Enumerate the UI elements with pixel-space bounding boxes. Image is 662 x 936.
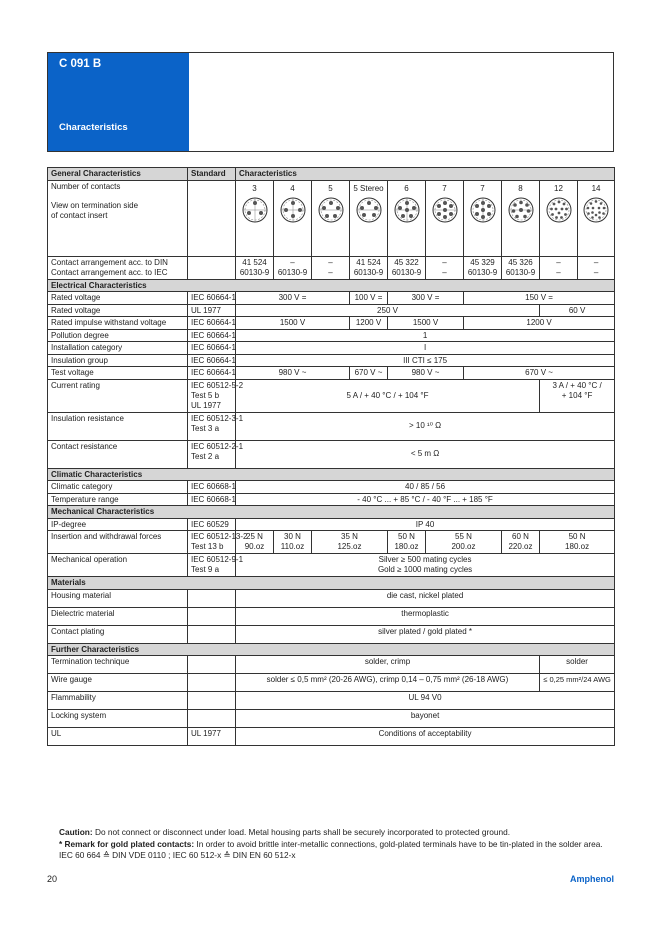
- din-value: –: [328, 257, 333, 267]
- row-label: Contact plating: [48, 625, 188, 643]
- force-newton: 50 N: [398, 532, 415, 541]
- contact-col-5: [312, 180, 350, 256]
- row-label: Installation category: [48, 342, 188, 355]
- table-row: [48, 607, 615, 625]
- iec-value: –: [556, 267, 561, 277]
- connector-4-pin-icon: [279, 196, 307, 224]
- iec-value: 60130-9: [467, 267, 498, 277]
- row-label: Mechanical operation: [48, 554, 188, 577]
- contact-col-8: [502, 180, 540, 256]
- value-line: Gold ≥ 1000 mating cycles: [377, 565, 473, 574]
- din-value: –: [556, 257, 561, 267]
- standard-line: IEC 60512-3-1: [191, 413, 244, 423]
- value-cell: 1200 V: [350, 317, 388, 330]
- row-label: IP-degree: [48, 518, 188, 531]
- value-cell: 670 V ~: [350, 367, 388, 380]
- contact-col-14: [578, 180, 615, 256]
- connector-12-pin-icon: [545, 196, 573, 224]
- force-newton: 35 N: [341, 532, 358, 541]
- row-standard: [188, 692, 236, 710]
- row-standard: [188, 656, 236, 674]
- contact-count: 7: [480, 183, 485, 193]
- row-standard: IEC 60664-1: [188, 354, 236, 367]
- contact-count: 4: [290, 183, 295, 193]
- force-newton: 50 N: [568, 532, 586, 541]
- arrangement-label-cell: [48, 256, 188, 279]
- force-newton: 55 N: [455, 532, 472, 541]
- value-cell: IP 40: [236, 518, 615, 531]
- arrangement-cell: [502, 256, 540, 279]
- table-row: [48, 367, 615, 380]
- section-further: Further Characteristics: [48, 643, 615, 656]
- din-value: 45 322: [394, 257, 419, 267]
- table-row: [48, 304, 615, 317]
- connector-5-stereo-icon: [355, 196, 383, 224]
- caution-note: [59, 827, 619, 839]
- row-label: Rated impulse withstand voltage: [48, 317, 188, 330]
- value-cell: 5 A / + 40 °C / + 104 °F: [236, 379, 540, 412]
- force-oz: 180.oz: [394, 542, 419, 551]
- table-row: [48, 354, 615, 367]
- value-cell: 1: [236, 329, 615, 342]
- row-label: Insulation group: [48, 354, 188, 367]
- connector-3-pin-icon: [241, 196, 269, 224]
- iec-value: –: [442, 267, 447, 277]
- standard-line: Test 5 b: [191, 390, 220, 400]
- view-label-1: View on termination side: [51, 200, 139, 210]
- value-cell: solder ≤ 0,5 mm² (20-26 AWG), crimp 0,14 – 0,75 mm² (26-18 AWG): [236, 674, 540, 692]
- contact-count: 5: [328, 183, 333, 193]
- row-label: Insertion and withdrawal forces: [48, 531, 188, 554]
- contact-col-7b: [464, 180, 502, 256]
- row-label: Flammability: [48, 692, 188, 710]
- force-cell: [540, 531, 615, 554]
- value-cell: die cast, nickel plated: [236, 589, 615, 607]
- standard-line: Test 9 a: [191, 565, 220, 574]
- footnotes: [59, 827, 619, 862]
- row-standard: IEC 60664-1: [188, 317, 236, 330]
- arrangement-cell: [350, 256, 388, 279]
- row-standard: [188, 440, 244, 468]
- col-standard: Standard: [188, 168, 236, 181]
- value-cell: - 40 °C ... + 85 °C / - 40 °F ... + 185 °F: [236, 493, 615, 506]
- din-value: –: [442, 257, 447, 267]
- row-label: Wire gauge: [48, 674, 188, 692]
- force-oz: 180.oz: [565, 542, 590, 551]
- row-standard: UL 1977: [188, 304, 236, 317]
- table-row: [48, 256, 615, 279]
- row-standard: IEC 60664-1: [188, 292, 236, 305]
- view-label-2: of contact insert: [51, 210, 108, 220]
- standard-cell: [188, 180, 236, 256]
- value-cell: Conditions of acceptability: [236, 728, 615, 746]
- standard-cell: [188, 256, 236, 279]
- connector-7-pin-icon: [431, 196, 459, 224]
- table-row: [48, 692, 615, 710]
- table-row: [48, 317, 615, 330]
- value-cell: 980 V ~: [236, 367, 350, 380]
- value-cell: UL 94 V0: [236, 692, 615, 710]
- header-subtitle: Characteristics: [59, 122, 128, 133]
- contact-count: 6: [404, 183, 409, 193]
- row-standard: IEC 60664-1: [188, 329, 236, 342]
- row-standard: IEC 60668-1: [188, 481, 236, 494]
- din-value: 45 326: [508, 257, 533, 267]
- table-row: [48, 554, 615, 577]
- standard-line: IEC 60512-9-1: [191, 555, 244, 564]
- page-number: 20: [47, 874, 58, 884]
- table-row: [48, 625, 615, 643]
- row-standard: IEC 60668-1: [188, 493, 236, 506]
- arrangement-cell: [464, 256, 502, 279]
- table-row: [48, 518, 615, 531]
- force-cell: [426, 531, 502, 554]
- contact-count: 8: [518, 183, 523, 193]
- force-cell: [502, 531, 540, 554]
- standard-line: IEC 60512-13-2: [191, 532, 248, 541]
- contacts-label-cell: [48, 180, 188, 256]
- arrangement-cell: [388, 256, 426, 279]
- contact-count: 5 Stereo: [353, 183, 384, 193]
- din-value: 45 329: [470, 257, 495, 267]
- contact-col-3: [236, 180, 274, 256]
- section-electrical: Electrical Characteristics: [48, 279, 615, 292]
- iec-value: 60130-9: [505, 267, 536, 277]
- iec-value: 60130-9: [353, 267, 384, 277]
- table-row: [48, 329, 615, 342]
- iec-value: 60130-9: [391, 267, 422, 277]
- arrangement-cell: [312, 256, 350, 279]
- force-oz: 90.oz: [244, 542, 265, 551]
- force-cell: [274, 531, 312, 554]
- value-cell: 40 / 85 / 56: [236, 481, 615, 494]
- connector-7-pin-icon: [469, 196, 497, 224]
- standard-line: Test 3 a: [191, 423, 220, 433]
- row-standard: IEC 60664-1: [188, 342, 236, 355]
- table-row: [48, 674, 615, 692]
- value-cell: solder, crimp: [236, 656, 540, 674]
- connector-6-pin-icon: [393, 196, 421, 224]
- row-label: Contact resistance: [48, 440, 188, 468]
- standard-line: IEC 60512-5-2: [191, 380, 244, 390]
- value-cell: I: [236, 342, 615, 355]
- characteristics-table: [47, 167, 615, 746]
- row-label: Dielectric material: [48, 607, 188, 625]
- remark-note: [59, 839, 619, 851]
- value-cell: 100 V =: [350, 292, 388, 305]
- din-value: 41 524: [242, 257, 267, 267]
- row-label: Locking system: [48, 710, 188, 728]
- connector-14-pin-icon: [582, 196, 610, 224]
- force-cell: [312, 531, 388, 554]
- section-climatic: Climatic Characteristics: [48, 468, 615, 481]
- value-cell: 1500 V: [236, 317, 350, 330]
- standard-line: UL 1977: [191, 400, 221, 410]
- table-row: [48, 481, 615, 494]
- table-row: [48, 493, 615, 506]
- section-materials: Materials: [48, 577, 615, 590]
- contact-col-5-stereo: [350, 180, 388, 256]
- row-standard: IEC 60529: [188, 518, 236, 531]
- row-label: Temperature range: [48, 493, 188, 506]
- row-label: Test voltage: [48, 367, 188, 380]
- arrangement-cell: [274, 256, 312, 279]
- table-row: [48, 180, 615, 256]
- contact-count: 14: [591, 183, 601, 193]
- force-oz: 220.oz: [508, 542, 533, 551]
- contact-count: 12: [554, 183, 563, 193]
- force-oz: 200.oz: [451, 542, 476, 551]
- table-row: [48, 412, 615, 440]
- row-label: UL: [48, 728, 188, 746]
- row-standard: IEC 60664-1: [188, 367, 236, 380]
- contact-col-12: [540, 180, 578, 256]
- contact-count: 7: [442, 183, 447, 193]
- standard-line: Test 13 b: [191, 542, 224, 551]
- connector-8-pin-icon: [507, 196, 535, 224]
- value-cell: [236, 554, 615, 577]
- value-cell: 250 V: [236, 304, 540, 317]
- value-cell: 300 V =: [236, 292, 350, 305]
- din-value: –: [593, 257, 599, 267]
- row-standard: [188, 589, 236, 607]
- row-standard: [188, 379, 244, 412]
- value-cell: 150 V =: [464, 292, 615, 305]
- row-standard: [188, 412, 244, 440]
- header-accent-panel: [48, 53, 189, 151]
- value-cell: 1500 V: [388, 317, 464, 330]
- value-cell: silver plated / gold plated *: [236, 625, 615, 643]
- row-label: Pollution degree: [48, 329, 188, 342]
- arrangement-cell: [236, 256, 274, 279]
- iec-value: –: [328, 267, 333, 277]
- row-label: Climatic category: [48, 481, 188, 494]
- value-cell: 670 V ~: [464, 367, 615, 380]
- arrangement-cell: [426, 256, 464, 279]
- contact-count: 3: [252, 183, 257, 193]
- contact-col-4: [274, 180, 312, 256]
- table-row: [48, 531, 615, 554]
- table-row: [48, 379, 615, 412]
- row-label: Current rating: [48, 379, 188, 412]
- value-cell: [540, 379, 615, 412]
- remark-text: In order to avoid brittle inter-metallic connections, gold-plated terminals have to be tin-plated in the solder area.: [194, 838, 603, 849]
- value-cell: solder: [540, 656, 615, 674]
- section-header-row: [48, 506, 615, 519]
- row-label: Insulation resistance: [48, 412, 188, 440]
- row-standard: [188, 531, 248, 554]
- row-standard: [188, 625, 236, 643]
- din-label: Contact arrangement acc. to DIN: [51, 257, 168, 267]
- section-header-row: [48, 468, 615, 481]
- section-mechanical: Mechanical Characteristics: [48, 506, 615, 519]
- din-value: 41 524: [356, 257, 381, 267]
- arrangement-cell: [540, 256, 578, 279]
- value-cell: ≤ 0,25 mm²/24 AWG: [540, 674, 615, 692]
- row-standard: [188, 554, 244, 577]
- standard-line: IEC 60512-2-1: [191, 441, 244, 451]
- header-box: [47, 52, 614, 152]
- table-row: [48, 342, 615, 355]
- row-standard: [188, 674, 236, 692]
- table-row: [48, 589, 615, 607]
- value-cell: 1200 V: [464, 317, 615, 330]
- row-standard: [188, 607, 236, 625]
- value-cell: 300 V =: [388, 292, 464, 305]
- connector-5-pin-icon: [317, 196, 345, 224]
- value-line: + 104 °F: [561, 390, 593, 400]
- table-row: [48, 710, 615, 728]
- iec-value: 60130-9: [239, 267, 270, 277]
- value-line: 3 A / + 40 °C /: [552, 380, 602, 390]
- force-newton: 60 N: [512, 532, 529, 541]
- force-newton: 30 N: [284, 532, 301, 541]
- row-label: Termination technique: [48, 656, 188, 674]
- table-row: [48, 656, 615, 674]
- value-cell: 60 V: [540, 304, 615, 317]
- value-cell: < 5 m Ω: [236, 440, 615, 468]
- row-standard: UL 1977: [188, 728, 236, 746]
- value-cell: > 10 ¹⁰ Ω: [236, 412, 615, 440]
- table-row: [48, 728, 615, 746]
- col-general: General Characteristics: [48, 168, 188, 181]
- section-header-row: [48, 577, 615, 590]
- product-code: C 091 B: [59, 58, 102, 70]
- force-cell: [388, 531, 426, 554]
- force-oz: 125.oz: [337, 542, 362, 551]
- row-standard: [188, 710, 236, 728]
- row-label: Housing material: [48, 589, 188, 607]
- section-header-row: [48, 279, 615, 292]
- contact-col-7a: [426, 180, 464, 256]
- din-value: –: [290, 257, 295, 267]
- iec-equivalence-note: IEC 60 664 ≙ DIN VDE 0110 ; IEC 60 512-x ≙ DIN EN 60 512-x: [59, 850, 296, 860]
- value-line: Silver ≥ 500 mating cycles: [378, 555, 472, 564]
- caution-text: Do not connect or disconnect under load. Metal housing parts shall be securely incorporated to protected ground.: [92, 827, 511, 837]
- contacts-label: Number of contacts: [51, 181, 121, 191]
- brand-name: Amphenol: [570, 874, 614, 884]
- arrangement-cell: [578, 256, 615, 279]
- row-label: Rated voltage: [48, 292, 188, 305]
- contact-col-6: [388, 180, 426, 256]
- standard-line: Test 2 a: [191, 451, 220, 461]
- iec-label: Contact arrangement acc. to IEC: [51, 267, 168, 277]
- iec-value: –: [593, 267, 599, 277]
- value-cell: III CTI ≤ 175: [236, 354, 615, 367]
- table-row: [48, 292, 615, 305]
- value-cell: thermoplastic: [236, 607, 615, 625]
- row-label: Rated voltage: [48, 304, 188, 317]
- section-header-row: [48, 643, 615, 656]
- value-cell: 980 V ~: [388, 367, 464, 380]
- remark-label: * Remark for gold plated contacts:: [59, 838, 195, 849]
- value-cell: bayonet: [236, 710, 615, 728]
- table-row: [48, 440, 615, 468]
- force-oz: 110.oz: [280, 542, 305, 551]
- iec-value: 60130-9: [277, 267, 308, 277]
- caution-label: Caution:: [59, 827, 93, 837]
- table-header-row: [48, 168, 615, 181]
- col-characteristics: Characteristics: [236, 168, 615, 181]
- force-newton: 25 N: [246, 532, 263, 541]
